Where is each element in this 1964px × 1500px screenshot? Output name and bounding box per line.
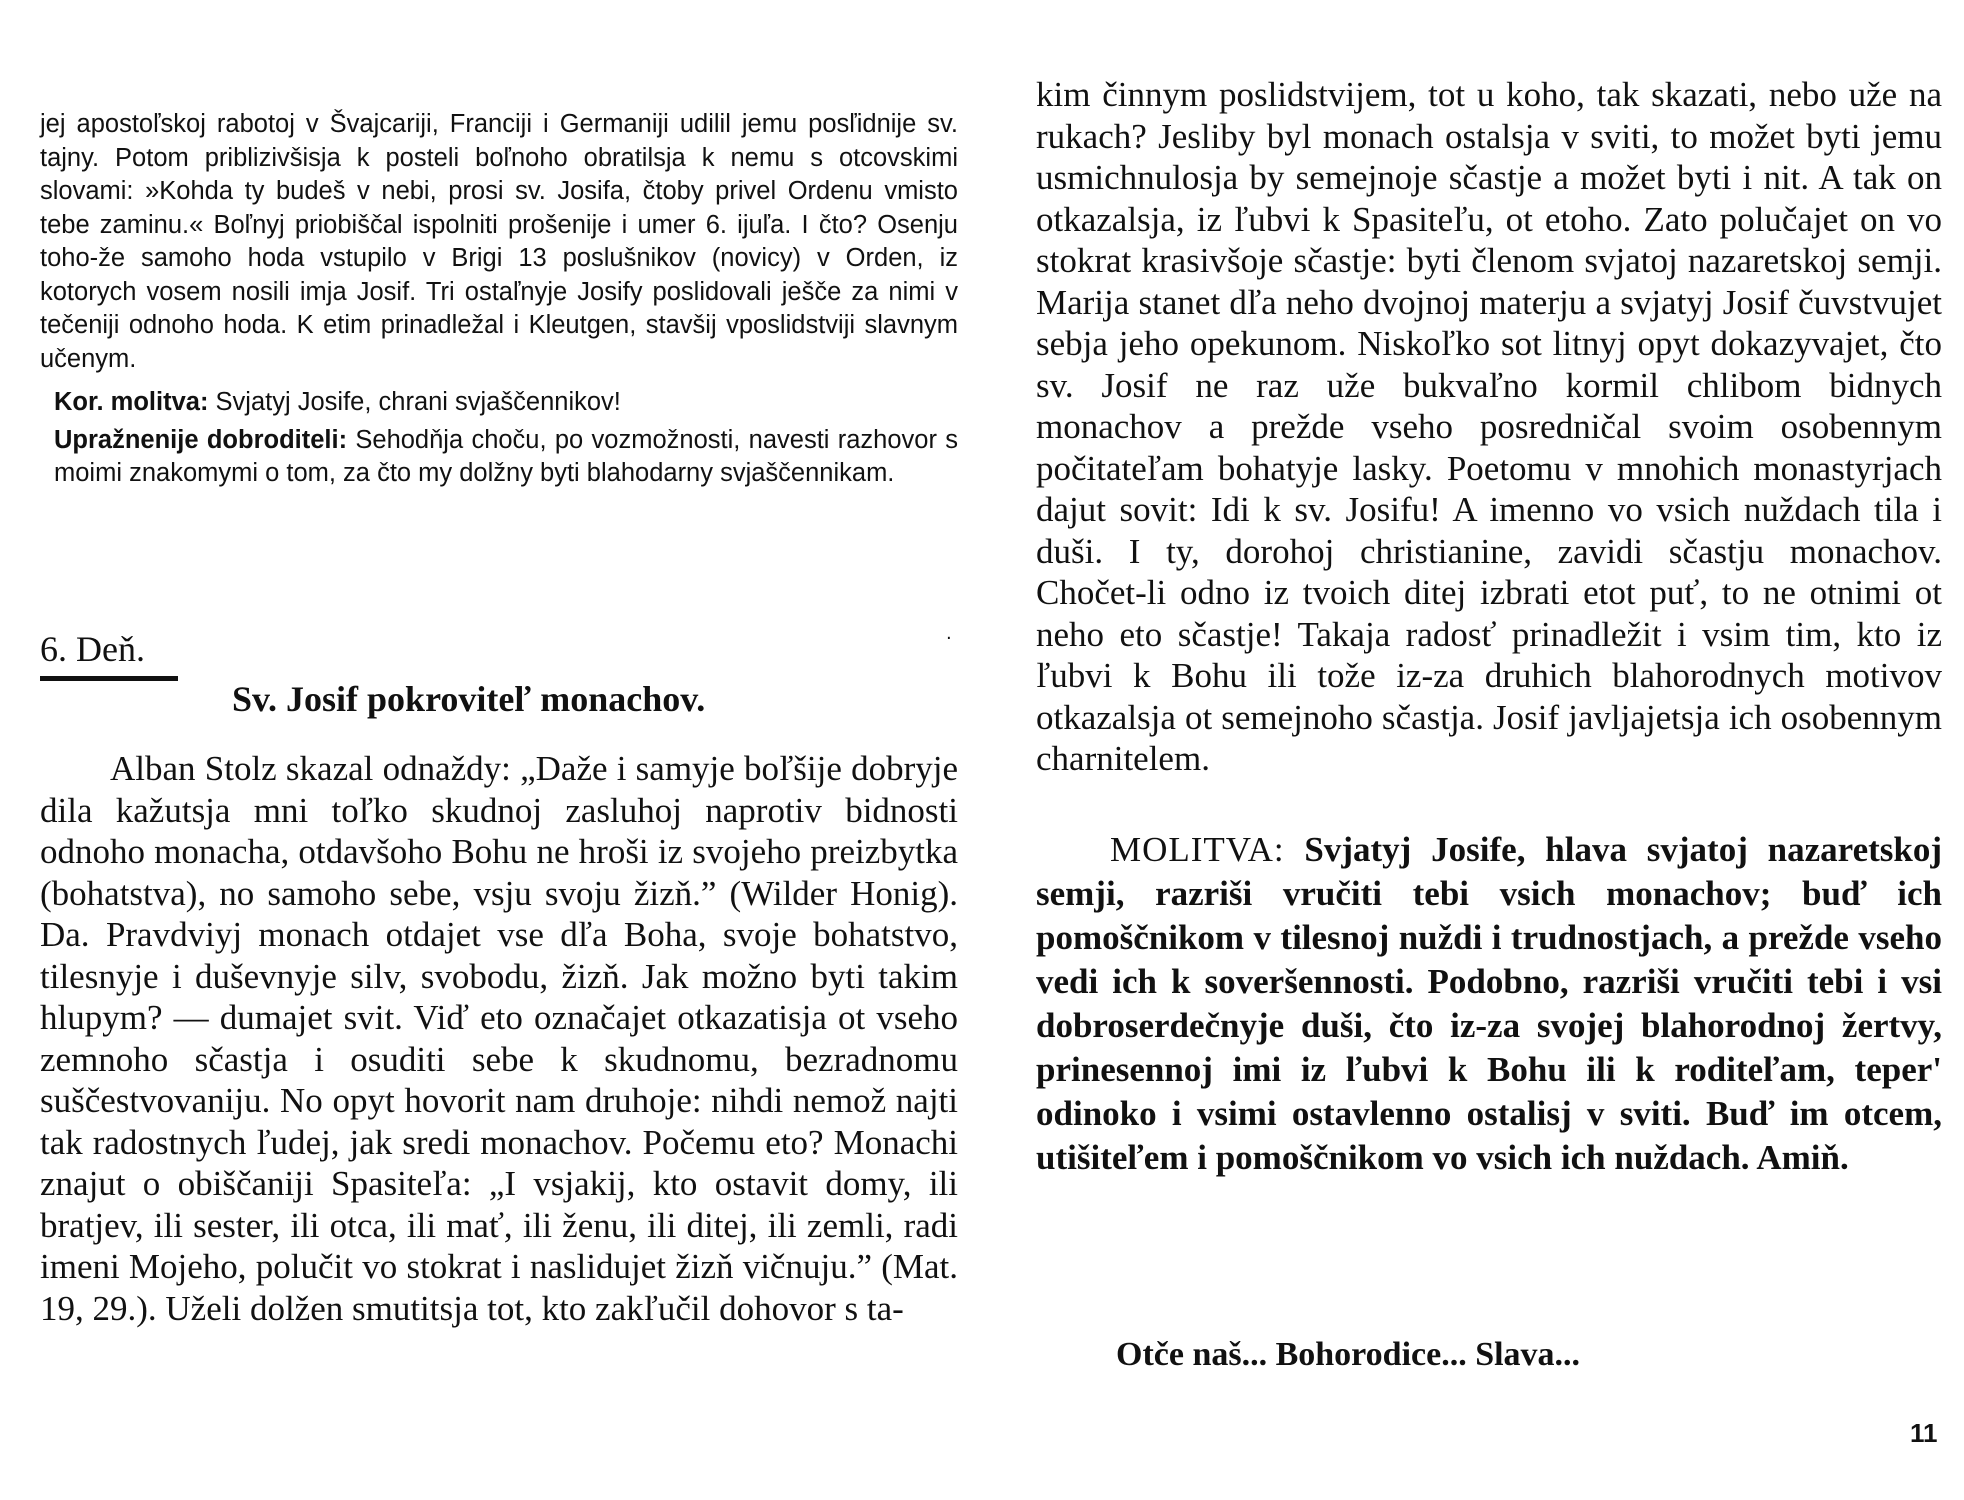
prayer-text: Svjatyj Josife, hlava svjatoj nazaretskoj semji, razriši vručiti tebi vsich monachov; buď ich pomoščnikom v tilesnoj nuždi i trudnostjach, a prežde vseho vedi ich k soveršennosti. Podobno, razriši vručiti tebi i vsi dobroserdečnyje duši, čto iz-za svojej blahorodnoj žertvy, prinesennoj imi iz ľubvi k Bohu ili k roditeľam, teper' odinoko i vsimi ostavlenno ostalisj v sviti. Buď im otcem, utišiteľem i pomoščnikom vo vsich ich nuždach. Amiň. <box>1036 829 1943 1177</box>
left-body-wrap <box>40 748 958 1329</box>
main-text-left: Alban Stolz skazal odnaždy: „Daže i samyje boľšije dobryje dila kažutsja mni toľko skudnoj zasluhoj naprotiv bidnosti odnoho monacha, otdavšoho Bohu ne hroši iz svojeho preizbytka (bohatstva), no samoho sebe, vsju svoju žizň.” (Wilder Honig). Da. Pravdviyj monach otdajet vse dľa Boha, svoje bohatstvo, tilesnyje i duševnyje silv, svobodu, žizň. Jak možno byti takim hlupym? — dumajet svit. Viď eto označajet otkazatisja ot vseho zemnoho sčastja i osuditi sebe k skudnomu, bezradnomu suščestvovaniju. No opyt hovorit nam druhoje: nihdi nemož najti tak radostnych ľudej, jak sredi monachov. Počemu eto? Monachi znajut o obiščaniji Spasiteľa: „I vsjakij, kto ostavit domy, ili bratjev, ili sester, ili otca, ili mať, ili ženu, ili ditej, ili zemli, radi imeni Mojeho, polučit vo stokrat i naslidujet žizň vičnuju.” (Mat. 19, 29.). Uželi dolžen smutitsja tot, kto zakľučil dohovor s ta- <box>40 749 958 1328</box>
intro-paragraph: jej apostoľskoj rabotoj v Švajcariji, Franciji i Germaniji udilil jemu posľidnije sv. tajny. Potom priblizivšisja k posteli boľnoho obratilsja k nemu s otcovskimi slovami: »Kohda ty budeš v nebi, prosi sv. Josifa, čtoby privel Ordenu vmisto tebe zaminu.« Boľnyj priobiščal ispolniti prošenije i umer 6. ijuľa. I čto? Osenju toho-že samoho hoda vstupilo v Brigi 13 poslušnikov (novicy) v Orden, iz kotorych vosem nosili imja Josif. Tri ostaľnyje Josify poslidovali ješče za nimi v tečeniji odnoho hoda. K etim prinadležal i Kleutgen, stavšij vposlidstviji slavnym učenym. <box>40 110 958 373</box>
brief-prayer-text: Svjatyj Josife, chrani svjaščennikov! <box>215 388 621 416</box>
prayer <box>1036 828 1942 1180</box>
virtue-exercise <box>40 424 958 491</box>
day-heading: 6. Deň. <box>40 629 145 669</box>
virtue-exercise-text: Sehodňja choču, po vozmožnosti, navesti razhovor s moimi znakomymi o tom, za čto my dolžny byti blahodarny svjaščennikam. <box>54 425 959 487</box>
brief-prayer <box>40 386 958 420</box>
closing-prayers: Otče naš... Bohorodice... Slava... <box>1116 1336 1581 1373</box>
heading-underline <box>40 676 178 681</box>
decorative-mark: · <box>946 628 952 649</box>
chapter-title: Sv. Josif pokroviteľ monachov. <box>232 679 706 719</box>
prayer-label: MOLITVA: <box>1110 829 1285 869</box>
brief-prayer-label: Kor. molitva: <box>54 388 209 416</box>
page-number: 11 <box>1910 1418 1938 1448</box>
right-page <box>1036 74 1942 1180</box>
virtue-exercise-label: Upražnenije dobroditeli: <box>54 425 348 454</box>
main-text-right: kim činnym poslidstvijem, tot u koho, tak skazati, nebo uže na rukach? Jesliby byl monach ostalsja v sviti, to možet byti jemu usmichnulosja by semejnoje sčastje a možet byti i nit. A tak on otkazalsja, iz ľubvi k Spasiteľu, ot etoho. Zato polučajet on vo stokrat krasivšoje sčastje: byti členom svjatoj nazaretskoj semji. Marija stanet dľa neho dvojnoj materju a svjatyj Josif čuvstvujet sebja jeho opekunom. Niskoľko sot litnyj opyt dokazyvajet, čto sv. Josif ne raz uže bukvaľno kormil chlibom bidnych monachov a prežde vseho posredničal svoim osobennym počitateľam bohatyje lasky. Poetomu v mnohich monastyrjach dajut sovit: Idi k sv. Josifu! A imenno vo vsich nuždach tila i duši. I ty, dorohoj christianine, zavidi sčastju monachov. Chočet-li odno iz tvoich ditej izbrati etot puť, to ne otnimi ot neho eto sčastje! Takaja radosť prinadležit i vsim tim, kto iz ľubvi k Bohu ili tože iz-za druhich blahorodnych motivov otkazalsja ot semejnoho sčastja. Josif javljajetsja ich osobennym charnitelem. <box>1036 75 1942 778</box>
